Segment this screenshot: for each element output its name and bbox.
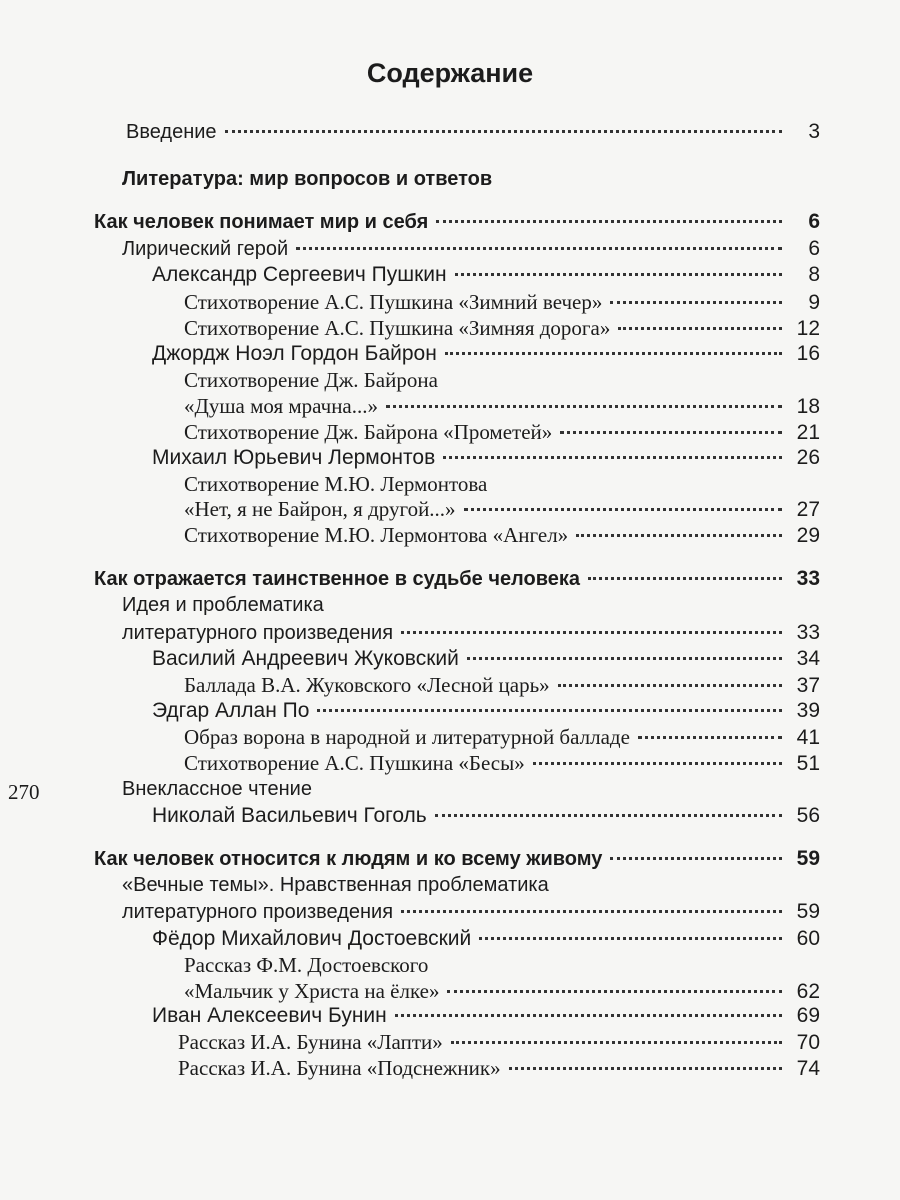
toc-entry-theme[interactable] bbox=[122, 237, 820, 261]
dot-leader bbox=[401, 631, 782, 634]
toc-entry-theme[interactable] bbox=[122, 900, 820, 924]
toc-entry-work[interactable] bbox=[184, 497, 820, 522]
toc-entry-work[interactable] bbox=[184, 394, 820, 419]
toc-entry-page: 21 bbox=[796, 421, 820, 444]
toc-entry-title: литературного произведения bbox=[122, 622, 394, 644]
toc-entry-title: Джордж Ноэл Гордон Байрон bbox=[152, 342, 437, 365]
toc-entry-page: 27 bbox=[796, 498, 820, 521]
toc-entry-theme-line1: Идея и проблематика bbox=[122, 594, 324, 616]
toc-entry-title: Образ ворона в народной и литературной балладе bbox=[184, 725, 630, 749]
toc-entry-title: Иван Алексеевич Бунин bbox=[152, 1004, 387, 1027]
toc-entry-author[interactable] bbox=[152, 342, 820, 366]
toc-entry-section[interactable] bbox=[94, 847, 820, 871]
toc-entry-author[interactable] bbox=[152, 647, 820, 671]
dot-leader bbox=[296, 247, 782, 250]
toc-entry-page: 70 bbox=[796, 1031, 820, 1054]
dot-leader bbox=[638, 736, 782, 739]
toc-entry-work[interactable] bbox=[184, 725, 820, 750]
dot-leader bbox=[447, 990, 782, 993]
dot-leader bbox=[451, 1041, 782, 1044]
toc-entry-title: Фёдор Михайлович Достоевский bbox=[152, 927, 472, 950]
dot-leader bbox=[225, 130, 782, 133]
toc-entry-title: Александр Сергеевич Пушкин bbox=[152, 263, 447, 286]
dot-leader bbox=[610, 301, 782, 304]
toc-entry-page: 39 bbox=[796, 699, 820, 722]
dot-leader bbox=[467, 657, 782, 660]
toc-subheading: Внеклассное чтение bbox=[122, 778, 312, 800]
toc-entry-work-line1: Стихотворение Дж. Байрона bbox=[184, 368, 438, 392]
toc-entry-page: 34 bbox=[796, 647, 820, 670]
toc-entry-page: 69 bbox=[796, 1004, 820, 1027]
toc-entry-page: 59 bbox=[796, 900, 820, 923]
page-title: Содержание bbox=[366, 58, 534, 88]
toc-entry-title: Василий Андреевич Жуковский bbox=[152, 647, 459, 670]
toc-entry-page: 29 bbox=[796, 524, 820, 547]
toc-entry-title: Как отражается таинственное в судьбе человека bbox=[94, 568, 581, 590]
toc-entry-author[interactable] bbox=[152, 804, 820, 828]
toc-entry-theme[interactable] bbox=[122, 621, 820, 645]
dot-leader bbox=[443, 456, 782, 459]
toc-entry-page: 56 bbox=[796, 804, 820, 827]
toc-entry-page: 51 bbox=[796, 752, 820, 775]
toc-entry-page: 26 bbox=[796, 446, 820, 469]
dot-leader bbox=[445, 352, 782, 355]
dot-leader bbox=[436, 220, 782, 223]
toc-entry-title: «Душа моя мрачна...» bbox=[184, 394, 379, 418]
toc-entry-title: Николай Васильевич Гоголь bbox=[152, 804, 427, 827]
dot-leader bbox=[435, 814, 782, 817]
toc-entry-title: Лирический герой bbox=[122, 238, 289, 260]
toc-entry-page: 16 bbox=[796, 342, 820, 365]
toc-entry-section[interactable] bbox=[94, 210, 820, 234]
toc-entry-title: Стихотворение Дж. Байрона «Прометей» bbox=[184, 420, 553, 444]
dot-leader bbox=[395, 1014, 782, 1017]
toc-entry-page: 41 bbox=[796, 726, 820, 749]
toc-entry-page: 3 bbox=[808, 120, 820, 143]
toc-entry-title: Стихотворение А.С. Пушкина «Бесы» bbox=[184, 751, 525, 775]
toc-entry-page: 18 bbox=[796, 395, 820, 418]
toc-entry-title: литературного произведения bbox=[122, 901, 394, 923]
dot-leader bbox=[618, 327, 782, 330]
toc-entry-work[interactable] bbox=[178, 1056, 820, 1081]
toc-entry-page: 74 bbox=[796, 1057, 820, 1080]
toc-entry-work-line1: Стихотворение М.Ю. Лермонтова bbox=[184, 472, 488, 496]
toc-entry-work[interactable] bbox=[184, 316, 820, 341]
dot-leader bbox=[386, 405, 782, 408]
toc-entry-author[interactable] bbox=[152, 1004, 820, 1028]
toc-entry-work[interactable] bbox=[184, 751, 820, 776]
toc-entry-work[interactable] bbox=[184, 523, 820, 548]
toc-entry-title: «Мальчик у Христа на ёлке» bbox=[184, 979, 440, 1003]
toc-entry-author[interactable] bbox=[152, 263, 820, 287]
toc-entry-title: «Нет, я не Байрон, я другой...» bbox=[184, 497, 456, 521]
toc-entry-page: 6 bbox=[808, 237, 820, 260]
toc-entry-title: Эдгар Аллан По bbox=[152, 699, 310, 722]
toc-entry-page: 59 bbox=[796, 847, 820, 870]
dot-leader bbox=[464, 508, 782, 511]
toc-entry-page: 37 bbox=[796, 674, 820, 697]
toc-entry-title: Рассказ И.А. Бунина «Лапти» bbox=[178, 1030, 443, 1054]
dot-leader bbox=[576, 534, 782, 537]
toc-entry-page: 9 bbox=[808, 291, 820, 314]
toc-entry-author[interactable] bbox=[152, 699, 820, 723]
dot-leader bbox=[479, 937, 782, 940]
section-heading: Литература: мир вопросов и ответов bbox=[122, 168, 493, 190]
dot-leader bbox=[558, 684, 782, 687]
dot-leader bbox=[533, 762, 782, 765]
toc-entry-title: Баллада В.А. Жуковского «Лесной царь» bbox=[184, 673, 550, 697]
toc-entry-title: Михаил Юрьевич Лермонтов bbox=[152, 446, 436, 469]
toc-entry-page: 12 bbox=[796, 317, 820, 340]
toc-entry-title: Рассказ И.А. Бунина «Подснежник» bbox=[178, 1056, 501, 1080]
dot-leader bbox=[509, 1067, 782, 1070]
toc-entry-page: 60 bbox=[796, 927, 820, 950]
toc-entry-work[interactable] bbox=[184, 979, 820, 1004]
toc-entry-title: Стихотворение А.С. Пушкина «Зимняя дорога» bbox=[184, 316, 611, 340]
toc-entry-page: 33 bbox=[796, 621, 820, 644]
page-number: 270 bbox=[8, 780, 40, 804]
toc-entry-author[interactable] bbox=[152, 446, 820, 470]
toc-entry-work[interactable] bbox=[184, 290, 820, 315]
toc-entry-page: 6 bbox=[808, 210, 820, 233]
dot-leader bbox=[588, 577, 782, 580]
dot-leader bbox=[401, 910, 782, 913]
toc-entry-introduction[interactable] bbox=[126, 120, 820, 144]
toc-entry-work-line1: Рассказ Ф.М. Достоевского bbox=[184, 953, 429, 977]
toc-entry-page: 33 bbox=[796, 567, 820, 590]
dot-leader bbox=[560, 431, 782, 434]
toc-entry-title: Введение bbox=[126, 121, 217, 143]
toc-entry-section[interactable] bbox=[94, 567, 820, 591]
toc-entry-title: Как человек относится к людям и ко всему живому bbox=[94, 848, 603, 870]
toc-entry-work[interactable] bbox=[184, 420, 820, 445]
toc-entry-author[interactable] bbox=[152, 927, 820, 951]
toc-entry-title: Стихотворение А.С. Пушкина «Зимний вечер» bbox=[184, 290, 603, 314]
toc-entry-title: Как человек понимает мир и себя bbox=[94, 211, 429, 233]
toc-entry-work[interactable] bbox=[184, 673, 820, 698]
toc-entry-title: Стихотворение М.Ю. Лермонтова «Ангел» bbox=[184, 523, 569, 547]
dot-leader bbox=[610, 857, 782, 860]
toc-entry-theme-line1: «Вечные темы». Нравственная проблематика bbox=[122, 874, 549, 896]
toc-entry-page: 8 bbox=[808, 263, 820, 286]
dot-leader bbox=[455, 273, 782, 276]
dot-leader bbox=[317, 709, 782, 712]
toc-entry-work[interactable] bbox=[178, 1030, 820, 1055]
toc-entry-page: 62 bbox=[796, 980, 820, 1003]
